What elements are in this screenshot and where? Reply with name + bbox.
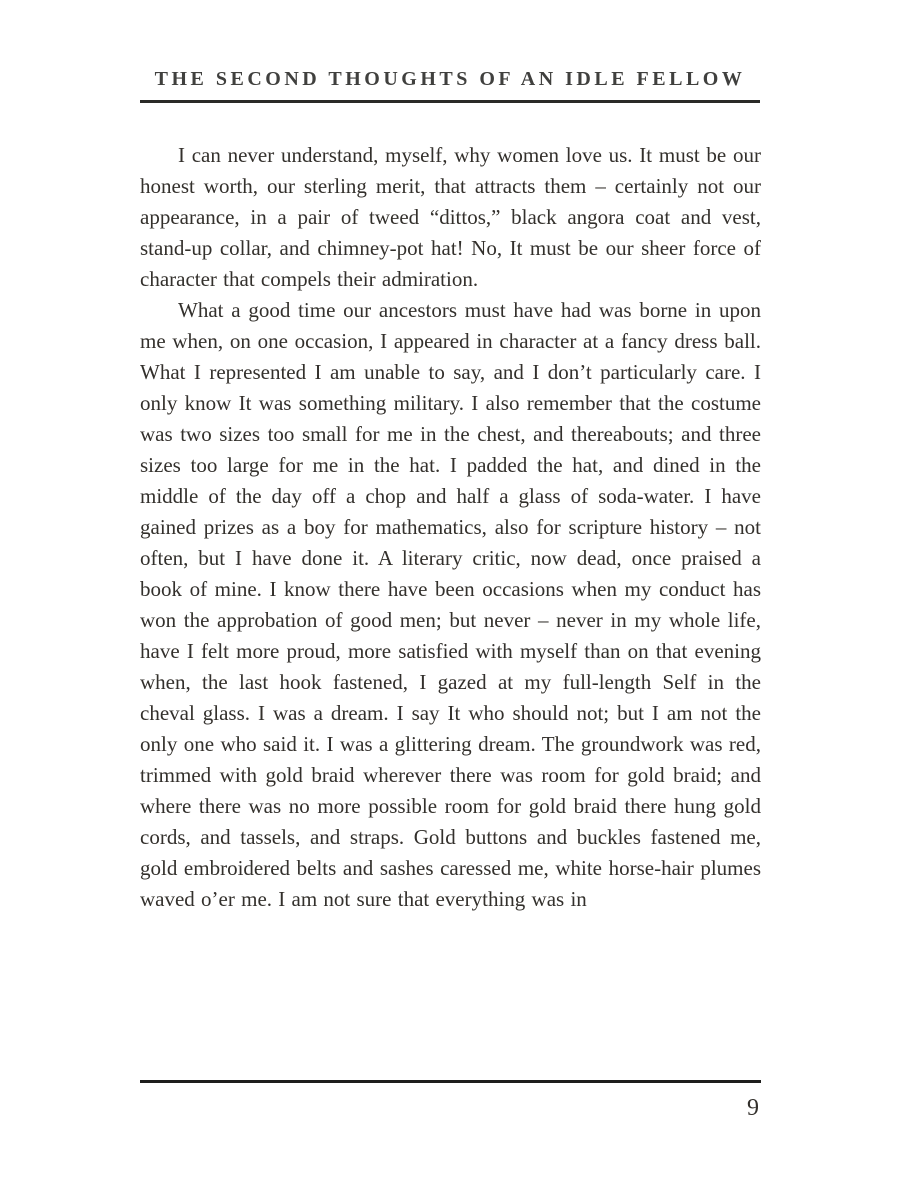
- paragraph: What a good time our ancestors must have had was borne in upon me when, on one occasion, I appeared in character at a fancy dress ball. What I represented I am unable to say, and I don’t particularly care. I only know It was something military. I also remember that the costume was two sizes too small for me in the chest, and thereabouts; and three sizes too large for me in the hat. I padded the hat, and dined in the middle of the day off a chop and half a glass of soda-water. I have gained prizes as a boy for mathematics, also for scripture history – not often, but I have done it. A literary critic, now dead, once praised a book of mine. I know there have been occasions when my conduct has won the approbation of good men; but never – never in my whole life, have I felt more proud, more satisfied with myself than on that evening when, the last hook fastened, I gazed at my full-length Self in the cheval glass. I was a dream. I say It who should not; but I am not the only one who said it. I was a glittering dream. The groundwork was red, trimmed with gold braid wherever there was room for gold braid; and where there was no more possible room for gold braid there hung gold cords, and tassels, and straps. Gold buttons and buckles fastened me, gold embroidered belts and sashes caressed me, white horse-hair plumes waved o’er me. I am not sure that everything was in: [140, 298, 761, 911]
- paragraph: I can never understand, myself, why women love us. It must be our honest worth, our sterling merit, that attracts them – certainly not our appearance, in a pair of tweed “dittos,” black angora coat and vest, stand-up collar, and chimney-pot hat! No, It must be our sheer force of character that compels their admiration.: [140, 143, 761, 291]
- page-number: 9: [747, 1095, 759, 1121]
- running-header: [140, 68, 760, 103]
- page-footer: [140, 1080, 761, 1122]
- header-rule: [140, 100, 760, 103]
- footer-rule: [140, 1080, 761, 1083]
- page-body: [140, 140, 761, 915]
- page-title: THE SECOND THOUGHTS OF AN IDLE FELLOW: [154, 68, 746, 90]
